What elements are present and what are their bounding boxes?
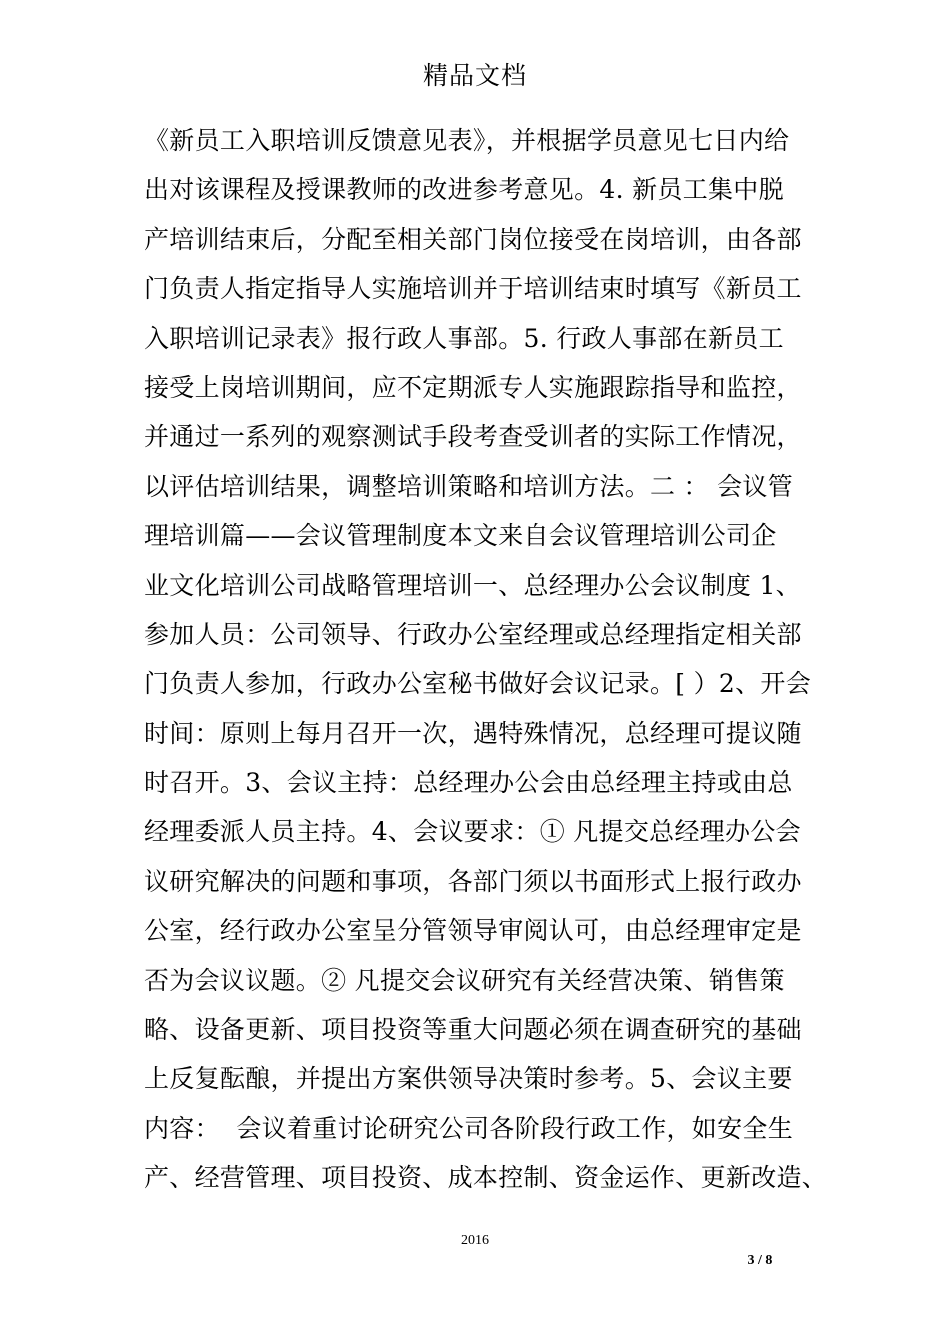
footer-year: 2016 bbox=[461, 1233, 489, 1248]
body-line: 产培训结束后，分配至相关部门岗位接受在岗培训，由各部 bbox=[144, 224, 802, 254]
body-line: 参加人员：公司领导、行政办公室经理或总经理指定相关部 bbox=[144, 619, 802, 649]
body-line: 以评估培训结果，调整培训策略和培训方法。二 ： 会议管 bbox=[144, 471, 793, 501]
page-header-title: 精品文档 bbox=[422, 61, 527, 90]
body-line: 理培训篇——会议管理制度本文来自会议管理培训公司企 bbox=[144, 521, 777, 551]
body-line: 入职培训记录表》报行政人事部。5. 行政人事部在新员工 bbox=[144, 323, 784, 353]
body-line: 门负责人指定指导人实施培训并于培训结束时填写《新员工 bbox=[144, 274, 802, 304]
body-line: 出对该课程及授课教师的改进参考意见。4. 新员工集中脱 bbox=[144, 175, 784, 205]
body-line: 否为会议议题。② 凡提交会议研究有关经营决策、销售策 bbox=[144, 965, 785, 995]
body-line: 议研究解决的问题和事项，各部门须以书面形式上报行政办 bbox=[144, 866, 802, 896]
body-line: 上反复酝酿，并提出方案供领导决策时参考。5、会议主要 bbox=[144, 1064, 793, 1094]
body-line: 公室，经行政办公室呈分管领导审阅认可，由总经理审定是 bbox=[144, 916, 802, 946]
body-line: 《新员工入职培训反馈意见表》，并根据学员意见七日内给 bbox=[144, 126, 790, 155]
body-line: 门负责人参加，行政办公室秘书做好会议记录。[ ）2、开会 bbox=[144, 669, 812, 699]
body-line: 业文化培训公司战略管理培训一、总经理办公会议制度 1、 bbox=[144, 570, 801, 600]
body-line: 略、设备更新、项目投资等重大问题必须在调查研究的基础 bbox=[144, 1015, 802, 1045]
body-line: 时间：原则上每月召开一次，遇特殊情况，总经理可提议随 bbox=[144, 718, 802, 748]
body-line: 时召开。3、会议主持：总经理办公会由总经理主持或由总 bbox=[144, 768, 793, 798]
body-line: 产、经营管理、项目投资、成本控制、资金运作、更新改造、 bbox=[144, 1163, 828, 1193]
body-line: 内容： 会议着重讨论研究公司各阶段行政工作，如安全生 bbox=[144, 1113, 793, 1143]
body-line: 并通过一系列的观察测试手段考查受训者的实际工作情况， bbox=[144, 422, 802, 452]
document-body bbox=[144, 116, 828, 1203]
body-line: 接受上岗培训期间，应不定期派专人实施跟踪指导和监控， bbox=[144, 372, 802, 402]
body-line: 经理委派人员主持。4、会议要求：① 凡提交总经理办公会 bbox=[144, 817, 801, 847]
page-number: 3 / 8 bbox=[747, 1253, 773, 1268]
